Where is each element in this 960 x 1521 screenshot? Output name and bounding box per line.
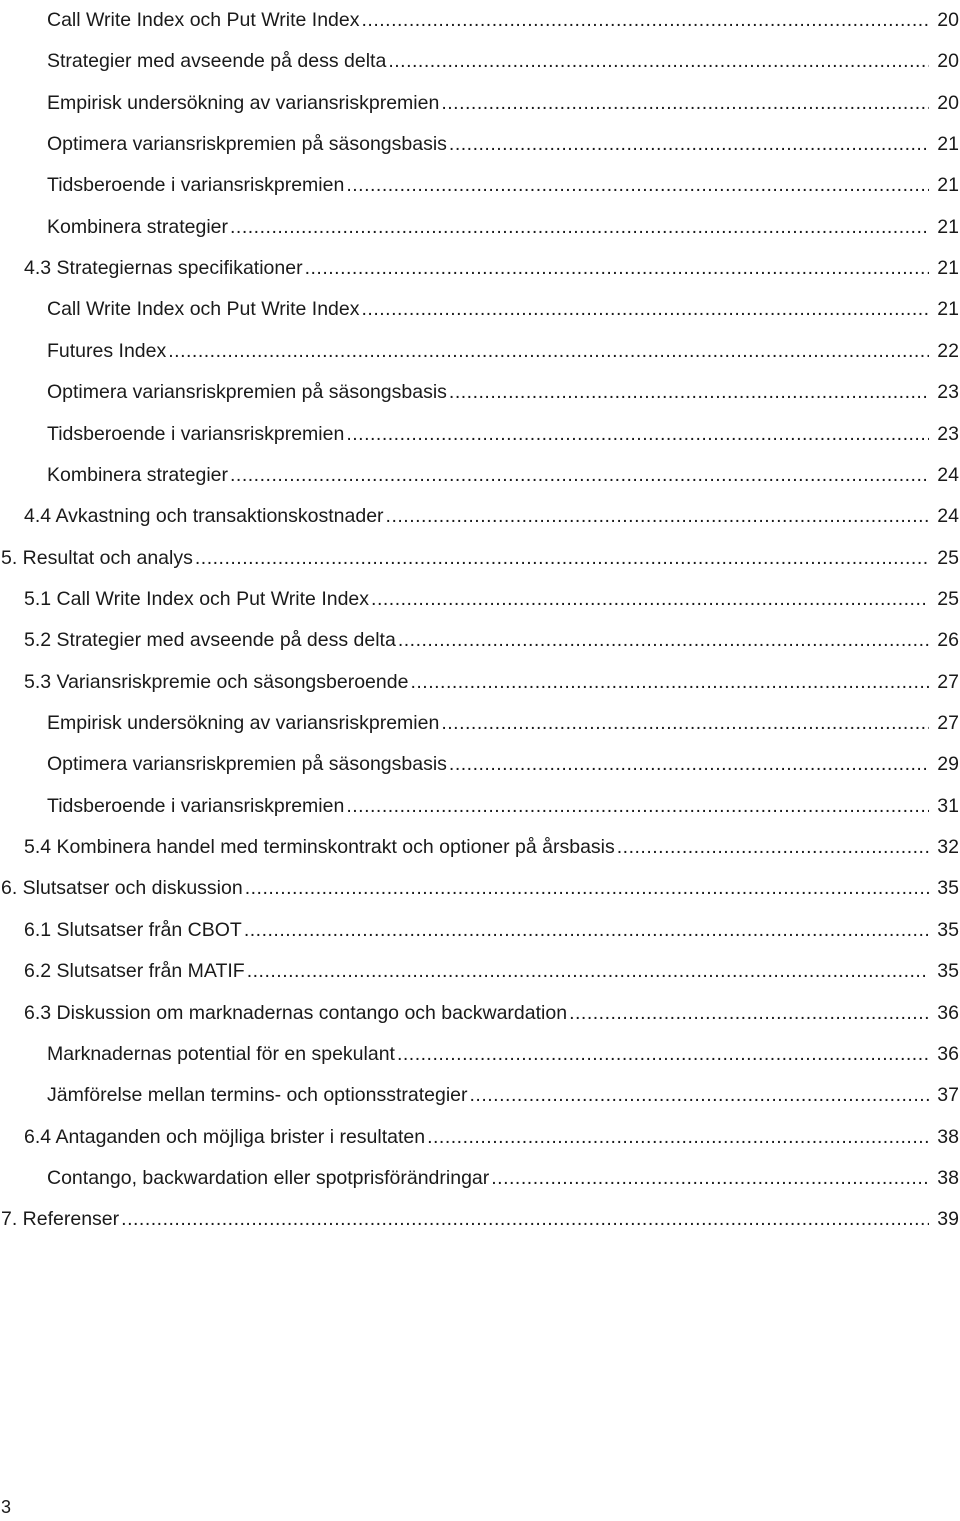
toc-entry-page-number: 22 <box>937 339 959 362</box>
toc-entry[interactable] <box>0 620 960 661</box>
toc-entry-page-number: 24 <box>937 505 959 528</box>
toc-entry-title: Tidsberoende i variansriskpremien <box>47 174 345 197</box>
toc-entry-title: 6.2 Slutsatser från MATIF <box>24 960 245 983</box>
toc-entry-page-number: 21 <box>937 174 959 197</box>
toc-entry[interactable] <box>0 662 960 703</box>
toc-entry[interactable] <box>0 83 960 124</box>
toc-entry-page-number: 21 <box>937 298 959 321</box>
toc-entry-title: Kombinera strategier <box>47 463 229 486</box>
toc-entry[interactable] <box>0 0 960 41</box>
toc-entry[interactable] <box>0 290 960 331</box>
toc-entry-title: 6. Slutsatser och diskussion <box>1 877 243 900</box>
toc-entry-page-number: 21 <box>937 133 959 155</box>
toc-entry[interactable] <box>0 248 960 289</box>
toc-entry[interactable] <box>0 703 960 744</box>
page-number: 3 <box>1 1497 12 1517</box>
toc-entry-title: 4.4 Avkastning och transaktionskostnader <box>24 505 384 528</box>
toc-dot-leader <box>121 1210 929 1230</box>
toc-entry[interactable] <box>0 1158 960 1199</box>
toc-entry[interactable] <box>0 207 960 248</box>
toc-dot-leader <box>247 962 929 982</box>
toc-entry-title: Strategier med avseende på dess delta <box>47 50 387 73</box>
toc-entry-title: Futures Index <box>47 339 167 362</box>
toc-entry-page-number: 27 <box>937 712 959 735</box>
toc-entry[interactable] <box>0 165 960 206</box>
toc-entry-page-number: 23 <box>937 381 959 404</box>
toc-entry-title: 6.4 Antaganden och möjliga brister i resultaten <box>24 1125 426 1148</box>
toc-dot-leader <box>388 52 929 72</box>
toc-entry-title: Tidsberoende i variansriskpremien <box>47 422 345 445</box>
toc-entry-page-number: 26 <box>937 629 959 652</box>
toc-entry[interactable] <box>0 455 960 496</box>
toc-dot-leader <box>371 590 929 610</box>
toc-entry-page-number: 27 <box>937 670 959 693</box>
toc-dot-leader <box>386 507 929 527</box>
toc-dot-leader <box>230 466 929 486</box>
toc-entry-page-number: 32 <box>937 836 959 859</box>
toc-dot-leader <box>441 94 929 114</box>
toc-entry[interactable] <box>0 1075 960 1116</box>
toc-dot-leader <box>168 342 929 362</box>
toc-entry-page-number: 37 <box>937 1084 959 1107</box>
toc-entry-title: 5.3 Variansriskpremie och säsongsberoende <box>24 670 409 693</box>
toc-entry-title: Contango, backwardation eller spotprisförändringar <box>47 1166 490 1189</box>
toc-entry-title: Jämförelse mellan termins- och optionsstrategier <box>47 1084 468 1107</box>
toc-dot-leader <box>449 135 929 155</box>
toc-dot-leader <box>569 1004 929 1024</box>
toc-entry-page-number: 36 <box>937 1001 959 1024</box>
toc-entry[interactable] <box>0 1034 960 1075</box>
toc-entry[interactable] <box>0 41 960 82</box>
toc-entry[interactable] <box>0 827 960 868</box>
toc-entry-title: Kombinera strategier <box>47 215 229 238</box>
toc-dot-leader <box>397 1045 929 1065</box>
toc-entry[interactable] <box>0 496 960 537</box>
toc-entry-page-number: 21 <box>937 257 959 280</box>
toc-entry[interactable] <box>0 1199 960 1240</box>
toc-entry-title: Empirisk undersökning av variansriskpremien <box>47 712 440 735</box>
toc-entry-page-number: 23 <box>937 422 959 445</box>
toc-dot-leader <box>362 11 930 31</box>
toc-entry-title: 7. Referenser <box>1 1208 120 1231</box>
toc-dot-leader <box>441 714 929 734</box>
toc-entry-title: Optimera variansriskpremien på säsongsbasis <box>47 753 447 776</box>
toc-entry-page-number: 29 <box>937 753 959 776</box>
toc-entry[interactable] <box>0 414 960 455</box>
toc-entry-title: Optimera variansriskpremien på säsongsbasis <box>47 381 447 404</box>
toc-entry[interactable] <box>0 1117 960 1158</box>
toc-dot-leader <box>244 921 929 941</box>
toc-entry[interactable] <box>0 372 960 413</box>
toc-entry-title: 5.1 Call Write Index och Put Write Index <box>24 587 370 610</box>
toc-entry-page-number: 20 <box>937 8 959 31</box>
toc-entry-title: 6.1 Slutsatser från CBOT <box>24 918 242 941</box>
toc-entry-page-number: 35 <box>937 918 959 941</box>
toc-entry-title: Empirisk undersökning av variansriskpremien <box>47 91 440 114</box>
toc-dot-leader <box>230 218 929 238</box>
toc-entry[interactable] <box>0 786 960 827</box>
toc-entry-page-number: 20 <box>937 91 959 114</box>
toc-entry-title: Call Write Index och Put Write Index <box>47 8 360 31</box>
toc-entry-page-number: 35 <box>937 877 959 900</box>
toc-dot-leader <box>245 879 929 899</box>
toc-entry[interactable] <box>0 951 960 992</box>
toc-entry-page-number: 38 <box>937 1166 959 1189</box>
toc-dot-leader <box>346 425 929 445</box>
toc-entry[interactable] <box>0 993 960 1034</box>
toc-entry[interactable] <box>0 869 960 910</box>
toc-entry-title: Call Write Index och Put Write Index <box>47 298 360 321</box>
toc-entry[interactable] <box>0 579 960 620</box>
toc-entry-title: Marknadernas potential för en spekulant <box>47 1042 395 1065</box>
toc-dot-leader <box>362 300 930 320</box>
toc-dot-leader <box>617 838 929 858</box>
toc-entry-page-number: 36 <box>937 1042 959 1065</box>
toc-dot-leader <box>410 673 929 693</box>
toc-entry-title: 5.2 Strategier med avseende på dess delta <box>24 629 396 652</box>
toc-entry-page-number: 35 <box>937 960 959 983</box>
toc-dot-leader <box>305 259 929 279</box>
toc-dot-leader <box>449 383 929 403</box>
toc-entry[interactable] <box>0 331 960 372</box>
toc-dot-leader <box>470 1086 929 1106</box>
toc-entry[interactable] <box>0 538 960 579</box>
toc-dot-leader <box>195 549 929 569</box>
toc-entry-page-number: 25 <box>937 546 959 569</box>
toc-entry-page-number: 20 <box>937 50 959 73</box>
toc-entry-page-number: 21 <box>937 215 959 238</box>
toc-dot-leader <box>427 1128 929 1148</box>
toc-entry[interactable] <box>0 744 960 785</box>
toc-entry-page-number: 39 <box>937 1208 959 1231</box>
toc-entry[interactable] <box>0 910 960 951</box>
toc-entry-page-number: 25 <box>937 587 959 610</box>
toc-entry-title: Tidsberoende i variansriskpremien <box>47 794 345 817</box>
toc-dot-leader <box>449 755 929 775</box>
toc-entry-page-number: 24 <box>937 463 959 486</box>
toc-entry-title: 4.3 Strategiernas specifikationer <box>24 257 303 280</box>
toc-entry-title: 5.4 Kombinera handel med terminskontrakt och optioner på årsbasis <box>24 836 615 859</box>
toc-entry-page-number: 38 <box>937 1125 959 1148</box>
toc-entry-title: 6.3 Diskussion om marknadernas contango och backwardation <box>24 1001 568 1024</box>
toc-dot-leader <box>398 631 929 651</box>
toc-dot-leader <box>491 1169 929 1189</box>
toc-dot-leader <box>346 797 929 817</box>
toc-entry-title: Optimera variansriskpremien på säsongsbasis <box>47 133 447 155</box>
toc-entry-page-number: 31 <box>937 794 959 817</box>
toc-entry-title: 5. Resultat och analys <box>1 546 193 569</box>
toc-entry[interactable] <box>0 124 960 165</box>
toc-dot-leader <box>346 176 929 196</box>
